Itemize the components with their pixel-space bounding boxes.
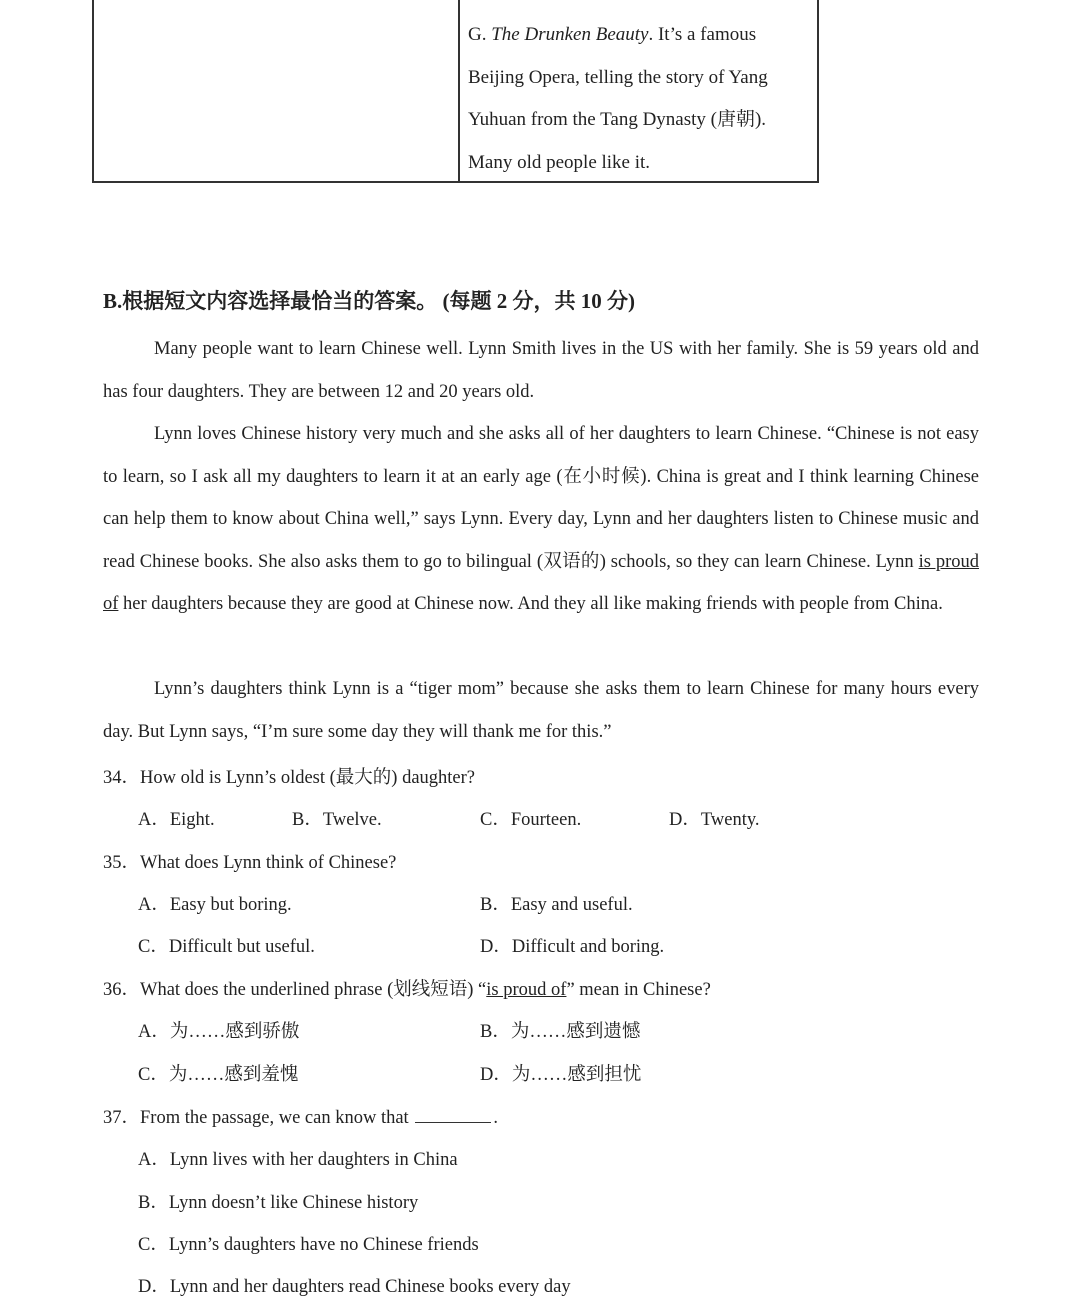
- passage-paragraph-3: [103, 668, 979, 753]
- q36-option-b: B．为……感到遗憾: [480, 1022, 641, 1042]
- q34-option-a: A．Eight.: [138, 810, 215, 830]
- q35-stem: 35．What does Lynn think of Chinese?: [103, 853, 397, 873]
- p2-text-a: Lynn loves Chinese history very much and she asks all of her daughters to learn Chinese. “Chinese is not easy to learn, so I ask all my daughters to learn it at an early age (在小时候). China is great and I think learning Chinese can help them to know about China well,” says Lynn. Every day, Lynn and her daughters listen to Chinese music and read Chinese books. She also asks them to go to bilingual (双语的) schools, so they can learn Chinese. Lynn: [103, 424, 979, 572]
- q36-underlined-phrase: is proud of: [486, 980, 567, 1000]
- q35-option-a: A．Easy but boring.: [138, 895, 292, 915]
- q36-option-a: A．为……感到骄傲: [138, 1022, 300, 1042]
- option-g-cell: [468, 14, 808, 184]
- q37-stem-b: .: [493, 1108, 498, 1128]
- q37-option-b: B．Lynn doesn’t like Chinese history: [138, 1193, 419, 1213]
- q36-option-d: D．为……感到担忧: [480, 1065, 642, 1085]
- q34-stem: 34．How old is Lynn’s oldest (最大的) daughter?: [103, 768, 476, 788]
- q36-stem-b: ” mean in Chinese?: [566, 980, 711, 1000]
- q37-stem-a: 37．From the passage, we can know that: [103, 1108, 414, 1128]
- underlined-phrase: is proud of: [103, 551, 980, 614]
- q35-option-c: C．Difficult but useful.: [138, 937, 315, 957]
- option-table: [92, 0, 819, 183]
- option-g-title: The Drunken Beauty: [491, 24, 649, 45]
- passage-paragraph-1: [103, 328, 979, 413]
- passage-paragraph-2: [103, 413, 979, 626]
- option-g-text: . It’s a famous Beijing Opera, telling the story of Yang Yuhuan from the Tang Dynasty (唐朝). Many old people like it.: [468, 24, 768, 173]
- q34-option-b: B．Twelve.: [292, 810, 382, 830]
- q36-stem: [103, 975, 711, 1001]
- q34-option-d: D．Twenty.: [669, 810, 760, 830]
- p3-text: Lynn’s daughters think Lynn is a “tiger mom” because she asks them to learn Chinese for many hours every day. But Lynn says, “I’m sure some day they will thank me for this.”: [103, 679, 979, 742]
- table-divider: [458, 0, 460, 181]
- q37-option-d: D．Lynn and her daughters read Chinese books every day: [138, 1277, 571, 1297]
- q37-option-a: A．Lynn lives with her daughters in China: [138, 1150, 458, 1170]
- answer-blank: [415, 1106, 491, 1123]
- q36-option-c: C．为……感到羞愧: [138, 1065, 299, 1085]
- q37-stem: [103, 1103, 498, 1129]
- q35-option-b: B．Easy and useful.: [480, 895, 633, 915]
- p1-text: Many people want to learn Chinese well. Lynn Smith lives in the US with her family. She is 59 years old and has four daughters. They are between 12 and 20 years old.: [103, 339, 979, 402]
- q34-option-c: C．Fourteen.: [480, 810, 582, 830]
- option-g-letter: G.: [468, 24, 492, 45]
- q36-stem-a: 36．What does the underlined phrase (划线短语) “: [103, 980, 487, 1000]
- q37-option-c: C．Lynn’s daughters have no Chinese friends: [138, 1235, 479, 1255]
- p2-text-b: her daughters because they are good at Chinese now. And they all like making friends with people from China.: [118, 594, 943, 614]
- section-heading: B.根据短文内容选择最恰当的答案。 (每题 2 分，共 10 分): [103, 289, 635, 313]
- q35-option-d: D．Difficult and boring.: [480, 937, 665, 957]
